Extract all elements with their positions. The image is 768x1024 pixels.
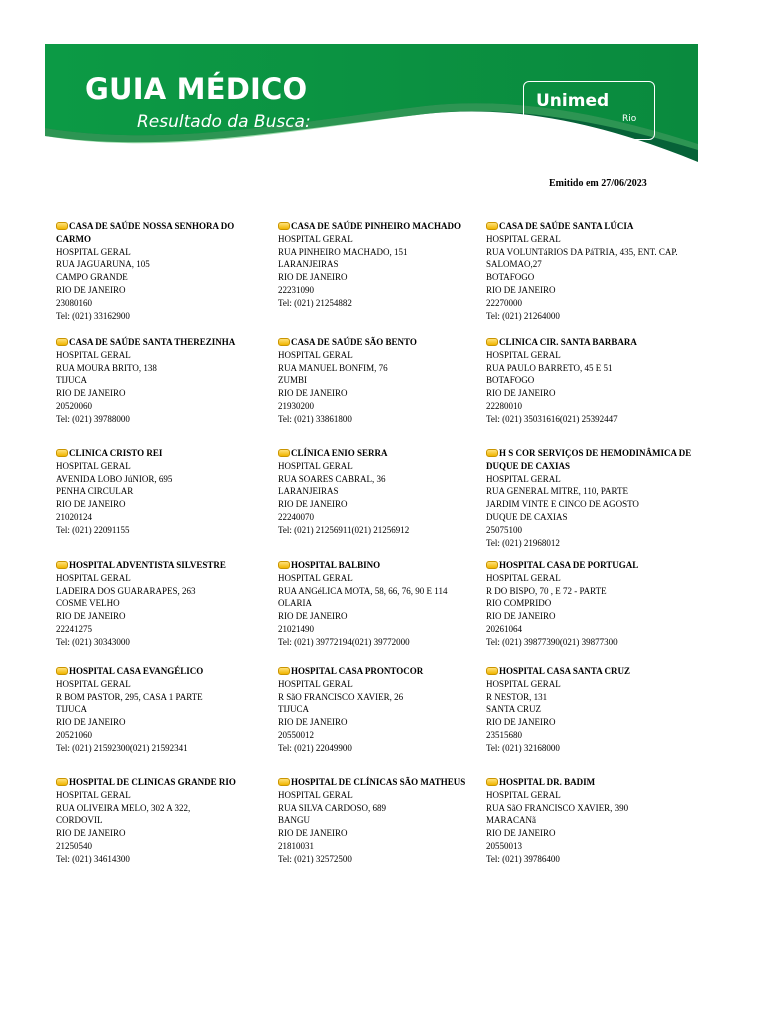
provider-cep: 25075100 <box>486 524 522 535</box>
provider-cep: 20550012 <box>278 729 314 740</box>
provider-name[interactable] <box>486 336 696 349</box>
provider-name-text: CASA DE SAÚDE NOSSA SENHORA DO CARMO <box>56 221 235 244</box>
provider-cep: 20521060 <box>56 729 92 740</box>
provider-phone: Tel: (021) 21254882 <box>278 297 352 308</box>
provider-cep: 22280010 <box>486 400 522 411</box>
provider-name-text: CASA DE SAÚDE SANTA LÚCIA <box>499 221 634 231</box>
hospital-badge-icon <box>486 667 498 675</box>
provider-district: CORDOVIL <box>56 815 103 826</box>
provider-city: RIO DE JANEIRO <box>486 611 556 622</box>
provider-cep: 22270000 <box>486 297 522 308</box>
provider-cep: 21020124 <box>56 511 92 522</box>
provider-name[interactable] <box>278 447 488 460</box>
provider-entry <box>56 220 266 322</box>
provider-address: SALOMAO,27 <box>486 259 542 270</box>
provider-address: RUA ANGéLICA MOTA, 58, 66, 76, 90 E 114 <box>278 585 448 596</box>
provider-name[interactable] <box>486 665 696 678</box>
provider-name-text: HOSPITAL BALBINO <box>291 560 381 570</box>
provider-address: R SãO FRANCISCO XAVIER, 26 <box>278 691 404 702</box>
provider-address: RUA PINHEIRO MACHADO, 151 <box>278 246 408 257</box>
provider-name-text: CLINICA CRISTO REI <box>69 448 163 458</box>
provider-cep: 21250540 <box>56 840 92 851</box>
provider-name[interactable] <box>56 336 266 349</box>
unimed-logo <box>523 81 655 140</box>
provider-type: HOSPITAL GERAL <box>278 349 353 360</box>
provider-district: PENHA CIRCULAR <box>56 486 134 497</box>
provider-district: TIJUCA <box>56 704 87 715</box>
provider-phone: Tel: (021) 22049900 <box>278 742 352 753</box>
hospital-badge-icon <box>486 561 498 569</box>
provider-phone: Tel: (021) 34614300 <box>56 853 130 864</box>
header-banner <box>45 44 698 164</box>
provider-entry <box>56 447 266 537</box>
provider-name[interactable] <box>486 447 696 473</box>
provider-city: RIO DE JANEIRO <box>278 272 348 283</box>
hospital-badge-icon <box>278 338 290 346</box>
provider-name-text: CLÍNICA ENIO SERRA <box>291 448 388 458</box>
provider-city: DUQUE DE CAXIAS <box>486 511 568 522</box>
provider-type: HOSPITAL GERAL <box>56 572 131 583</box>
provider-type: HOSPITAL GERAL <box>278 233 353 244</box>
provider-name-text: HOSPITAL DE CLÍNICAS SÃO MATHEUS <box>291 777 466 787</box>
hospital-badge-icon <box>278 778 290 786</box>
provider-cep: 22241275 <box>56 623 92 634</box>
provider-type: HOSPITAL GERAL <box>56 678 131 689</box>
provider-city: RIO DE JANEIRO <box>486 388 556 399</box>
provider-cep: 20261064 <box>486 623 522 634</box>
provider-cep: 21021490 <box>278 623 314 634</box>
hospital-badge-icon <box>56 449 68 457</box>
provider-name-text: HOSPITAL CASA PRONTOCOR <box>291 666 424 676</box>
hospital-badge-icon <box>278 667 290 675</box>
provider-name-text: HOSPITAL DE CLINICAS GRANDE RIO <box>69 777 236 787</box>
provider-type: HOSPITAL GERAL <box>56 789 131 800</box>
provider-name-text: CASA DE SAÚDE SÃO BENTO <box>291 337 417 347</box>
provider-district: RIO COMPRIDO <box>486 598 552 609</box>
provider-district: ZUMBI <box>278 375 307 386</box>
page-subtitle: Resultado da Busca: <box>137 112 311 132</box>
provider-district: LARANJEIRAS <box>278 259 339 270</box>
logo-subtext: Rio <box>622 114 637 124</box>
provider-district: TIJUCA <box>56 375 87 386</box>
provider-entry <box>278 776 488 866</box>
provider-city: RIO DE JANEIRO <box>278 499 348 510</box>
provider-phone: Tel: (021) 30343000 <box>56 636 130 647</box>
provider-type: HOSPITAL GERAL <box>278 460 353 471</box>
provider-type: HOSPITAL GERAL <box>278 789 353 800</box>
provider-name[interactable] <box>278 559 488 572</box>
provider-type: HOSPITAL GERAL <box>278 678 353 689</box>
provider-name[interactable] <box>56 447 266 460</box>
provider-name[interactable] <box>278 220 488 233</box>
provider-entry <box>486 220 696 322</box>
provider-address: RUA SãO FRANCISCO XAVIER, 390 <box>486 802 629 813</box>
hospital-badge-icon <box>486 338 498 346</box>
provider-address: RUA VOLUNTáRIOS DA PáTRIA, 435, ENT. CAP. <box>486 246 678 257</box>
provider-city: RIO DE JANEIRO <box>56 717 126 728</box>
hospital-badge-icon <box>278 561 290 569</box>
provider-type: HOSPITAL GERAL <box>486 233 561 244</box>
provider-city: RIO DE JANEIRO <box>278 388 348 399</box>
provider-name-text: CASA DE SAÚDE PINHEIRO MACHADO <box>291 221 462 231</box>
provider-phone: Tel: (021) 33162900 <box>56 310 130 321</box>
provider-entry <box>486 665 696 755</box>
provider-name-text: CASA DE SAÚDE SANTA THEREZINHA <box>69 337 236 347</box>
provider-address: RUA PAULO BARRETO, 45 E 51 <box>486 362 613 373</box>
provider-district: OLARIA <box>278 598 312 609</box>
provider-entry <box>486 336 696 426</box>
provider-city: RIO DE JANEIRO <box>486 717 556 728</box>
provider-cep: 22240070 <box>278 511 314 522</box>
provider-district: TIJUCA <box>278 704 309 715</box>
provider-address: RUA SOARES CABRAL, 36 <box>278 473 386 484</box>
provider-address: RUA OLIVEIRA MELO, 302 A 322, <box>56 802 191 813</box>
provider-name[interactable] <box>56 220 266 246</box>
provider-cep: 21810031 <box>278 840 314 851</box>
provider-type: HOSPITAL GERAL <box>486 473 561 484</box>
provider-district: BOTAFOGO <box>486 272 535 283</box>
provider-phone: Tel: (021) 35031616(021) 25392447 <box>486 413 618 424</box>
provider-address: RUA MANUEL BONFIM, 76 <box>278 362 388 373</box>
provider-district: SANTA CRUZ <box>486 704 542 715</box>
provider-cep: 22231090 <box>278 284 314 295</box>
provider-type: HOSPITAL GERAL <box>56 349 131 360</box>
page-title: GUIA MÉDICO <box>85 72 308 106</box>
provider-name-text: HOSPITAL CASA EVANGÉLICO <box>69 666 204 676</box>
hospital-badge-icon <box>486 222 498 230</box>
provider-name[interactable] <box>56 665 266 678</box>
provider-phone: Tel: (021) 21592300(021) 21592341 <box>56 742 188 753</box>
provider-district: BANGU <box>278 815 311 826</box>
provider-name[interactable] <box>56 559 266 572</box>
provider-address: RUA MOURA BRITO, 138 <box>56 362 157 373</box>
provider-name-text: HOSPITAL CASA SANTA CRUZ <box>499 666 630 676</box>
provider-entry <box>486 776 696 866</box>
provider-entry <box>278 447 488 537</box>
provider-phone: Tel: (021) 32168000 <box>486 742 560 753</box>
provider-name[interactable] <box>486 776 696 789</box>
provider-name[interactable] <box>278 665 488 678</box>
provider-district: LARANJEIRAS <box>278 486 339 497</box>
provider-entry <box>56 559 266 649</box>
provider-phone: Tel: (021) 39877390(021) 39877300 <box>486 636 618 647</box>
provider-type: HOSPITAL GERAL <box>486 349 561 360</box>
provider-phone: Tel: (021) 21256911(021) 21256912 <box>278 524 410 535</box>
provider-address: AVENIDA LOBO JúNIOR, 695 <box>56 473 173 484</box>
provider-name[interactable] <box>486 559 696 572</box>
provider-name-text: H S COR SERVIÇOS DE HEMODINÂMICA DE DUQUE DE CAXIAS <box>486 448 692 471</box>
provider-city: RIO DE JANEIRO <box>486 284 556 295</box>
provider-entry <box>278 220 488 310</box>
provider-name[interactable] <box>278 336 488 349</box>
provider-cep: 20550013 <box>486 840 522 851</box>
provider-city: RIO DE JANEIRO <box>56 828 126 839</box>
provider-entry <box>278 665 488 755</box>
provider-type: HOSPITAL GERAL <box>56 246 131 257</box>
provider-phone: Tel: (021) 39772194(021) 39772000 <box>278 636 410 647</box>
provider-address: RUA SILVA CARDOSO, 689 <box>278 802 387 813</box>
provider-name-text: CLINICA CIR. SANTA BARBARA <box>499 337 637 347</box>
provider-type: HOSPITAL GERAL <box>486 572 561 583</box>
provider-city: RIO DE JANEIRO <box>278 828 348 839</box>
provider-entry <box>278 336 488 426</box>
provider-name[interactable] <box>486 220 696 233</box>
provider-type: HOSPITAL GERAL <box>278 572 353 583</box>
provider-type: HOSPITAL GERAL <box>486 678 561 689</box>
provider-entry <box>56 776 266 866</box>
provider-cep: 21930200 <box>278 400 314 411</box>
provider-name[interactable] <box>278 776 488 789</box>
provider-entry <box>278 559 488 649</box>
hospital-badge-icon <box>278 449 290 457</box>
provider-district: MARACANã <box>486 815 537 826</box>
provider-name[interactable] <box>56 776 266 789</box>
provider-district: JARDIM VINTE E CINCO DE AGOSTO <box>486 499 639 510</box>
provider-phone: Tel: (021) 32572500 <box>278 853 352 864</box>
provider-phone: Tel: (021) 22091155 <box>56 524 130 535</box>
provider-entry <box>486 447 696 549</box>
provider-address: LADEIRA DOS GUARARAPES, 263 <box>56 585 196 596</box>
provider-entry <box>56 665 266 755</box>
provider-cep: 23515680 <box>486 729 522 740</box>
provider-city: RIO DE JANEIRO <box>278 717 348 728</box>
provider-phone: Tel: (021) 39788000 <box>56 413 130 424</box>
hospital-badge-icon <box>56 222 68 230</box>
hospital-badge-icon <box>56 667 68 675</box>
provider-phone: Tel: (021) 21264000 <box>486 310 560 321</box>
provider-address: R BOM PASTOR, 295, CASA 1 PARTE <box>56 691 203 702</box>
hospital-badge-icon <box>56 778 68 786</box>
provider-city: RIO DE JANEIRO <box>56 388 126 399</box>
provider-type: HOSPITAL GERAL <box>486 789 561 800</box>
provider-name-text: HOSPITAL DR. BADIM <box>499 777 596 787</box>
provider-city: RIO DE JANEIRO <box>56 284 126 295</box>
provider-cep: 20520060 <box>56 400 92 411</box>
provider-district: COSME VELHO <box>56 598 120 609</box>
provider-city: RIO DE JANEIRO <box>278 611 348 622</box>
provider-phone: Tel: (021) 39786400 <box>486 853 560 864</box>
provider-city: RIO DE JANEIRO <box>56 611 126 622</box>
hospital-badge-icon <box>278 222 290 230</box>
provider-address: RUA JAGUARUNA, 105 <box>56 259 150 270</box>
provider-district: CAMPO GRANDE <box>56 272 128 283</box>
hospital-badge-icon <box>486 778 498 786</box>
provider-cep: 23080160 <box>56 297 92 308</box>
provider-address: R NESTOR, 131 <box>486 691 548 702</box>
hospital-badge-icon <box>56 561 68 569</box>
provider-entry <box>486 559 696 649</box>
provider-city: RIO DE JANEIRO <box>56 499 126 510</box>
provider-entry <box>56 336 266 426</box>
emission-date: Emitido em 27/06/2023 <box>549 178 647 189</box>
provider-name-text: HOSPITAL CASA DE PORTUGAL <box>499 560 639 570</box>
provider-name-text: HOSPITAL ADVENTISTA SILVESTRE <box>69 560 226 570</box>
provider-type: HOSPITAL GERAL <box>56 460 131 471</box>
provider-address: R DO BISPO, 70 , E 72 - PARTE <box>486 585 607 596</box>
logo-text: Unimed <box>536 91 610 111</box>
provider-city: RIO DE JANEIRO <box>486 828 556 839</box>
provider-phone: Tel: (021) 21968012 <box>486 537 560 548</box>
provider-phone: Tel: (021) 33861800 <box>278 413 352 424</box>
provider-district: BOTAFOGO <box>486 375 535 386</box>
provider-address: RUA GENERAL MITRE, 110, PARTE <box>486 486 628 497</box>
hospital-badge-icon <box>56 338 68 346</box>
hospital-badge-icon <box>486 449 498 457</box>
